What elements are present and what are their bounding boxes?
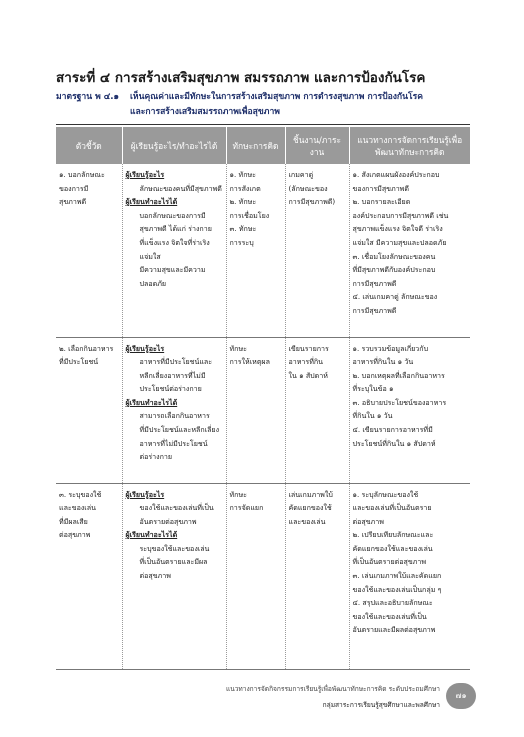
table-row: [56, 483, 470, 669]
curriculum-table: [56, 127, 470, 670]
learning-cell: ผู้เรียนรู้อะไร ลักษณะของคนที่มีสุขภาพดี ผู้เรียนทำอะไรได้ บอกลักษณะของการมี สุขภาพดี ได้แก่ ร่างกาย ที่แข็งแรง จิตใจที่ร่าเริง แจ่มใส มีความสุขและมีความปลอดภัย: [122, 164, 226, 337]
work-cell: เขียนรายการ อาหารที่กิน ใน ๑ สัปดาห์: [285, 337, 349, 483]
page-number-badge: ๗๑: [446, 683, 476, 709]
heading-divider: [56, 124, 470, 125]
approach-cell: ๑. ระบุลักษณะของใช้ และของเล่นที่เป็นอันตราย ต่อสุขภาพ ๒. เปรียบเทียบลักษณะและ คัดแยกของใช้และของเล่น ที่เป็นอันตรายต่อสุขภาพ ๓. เล่นเกมภาพใบ้และคัดแยก ของใช้และของเล่นเป็นกลุ่ม ๆ ๔. สรุปและอธิบายลักษณะ ของใช้และของเล่นที่เป็น อันตรายและมีผลต่อสุขภาพ: [349, 483, 470, 669]
header-work: ชิ้นงาน/ภาระงาน: [285, 127, 349, 164]
indicator-cell: ๒. เลือกกินอาหาร ที่มีประโยชน์: [56, 337, 122, 483]
standard-statement: [56, 90, 476, 120]
footer-book-title: แนวทางการจัดกิจกรรมการเรียนรู้เพื่อพัฒนาทักษะการคิด ระดับประถมศึกษา: [225, 685, 440, 693]
header-approach: แนวทางการจัดการเรียนรู้เพื่อพัฒนาทักษะการคิด: [349, 127, 470, 164]
learning-cell: ผู้เรียนรู้อะไร อาหารที่มีประโยชน์และ หลีกเลี่ยงอาหารที่ไม่มี ประโยชน์ต่อร่างกาย ผู้เรียนทำอะไรได้ สามารถเลือกกินอาหาร ที่มีประโยชน์และหลีกเลี่ยง อาหารที่ไม่มีประโยชน์ ต่อร่างกาย: [122, 337, 226, 483]
work-cell: เกมคาดู่ (ลักษณะของ การมีสุขภาพดี): [285, 164, 349, 337]
skill-cell: ทักษะ การให้เหตุผล: [226, 337, 285, 483]
skill-cell: ๑. ทักษะ การสังเกต ๒. ทักษะ การเชื่อมโยง ๓. ทักษะ การระบุ: [226, 164, 285, 337]
footer-subject-group: กลุ่มสาระการเรียนรู้สุขศึกษาและพลศึกษา: [322, 701, 440, 709]
learning-cell: ผู้เรียนรู้อะไร ของใช้และของเล่นที่เป็น อันตรายต่อสุขภาพ ผู้เรียนทำอะไรได้ ระบุของใช้และของเล่น ที่เป็นอันตรายและมีผล ต่อสุขภาพ: [122, 483, 226, 669]
indicator-cell: ๑. บอกลักษณะ ของการมี สุขภาพดี: [56, 164, 122, 337]
section-heading: สาระที่ ๔ การสร้างเสริมสุขภาพ สมรรถภาพ และการป้องกันโรค: [56, 70, 426, 86]
approach-cell: ๑. สังเกตแผนผังองค์ประกอบ ของการมีสุขภาพดี ๒. บอกรายละเอียด องค์ประกอบการมีสุขภาพดี เช่น สุขภาพแข็งแรง จิตใจดี ร่าเริง แจ่มใส มีความสุขและปลอดภัย ๓. เชื่อมโยงลักษณะของคน ที่มีสุขภาพดีกับองค์ประกอบ การมีสุขภาพดี ๔. เล่นเกมคาดู่ ลักษณะของ การมีสุขภาพดี: [349, 164, 470, 337]
work-cell: เล่นเกมภาพใบ้ คัดแยกของใช้ และของเล่น: [285, 483, 349, 669]
table-header-row: [56, 127, 470, 164]
header-indicator: ตัวชี้วัด: [56, 127, 122, 164]
header-thinking-skill: ทักษะการคิด: [226, 127, 285, 164]
skill-cell: ทักษะ การจัดแยก: [226, 483, 285, 669]
table-row: [56, 164, 470, 337]
standard-line2: และการสร้างเสริมสมรรถภาพเพื่อสุขภาพ: [130, 107, 280, 117]
indicator-cell: ๓. ระบุของใช้ และของเล่น ที่มีผลเสีย ต่อสุขภาพ: [56, 483, 122, 669]
table-row: [56, 337, 470, 483]
approach-cell: ๑. รวบรวมข้อมูลเกี่ยวกับ อาหารที่กินใน ๑ วัน ๒. บอกเหตุผลที่เลือกกินอาหาร ที่ระบุในข้อ ๑ ๓. อธิบายประโยชน์ของอาหาร ที่กินใน ๑ วัน ๔. เขียนรายการอาหารที่มี ประโยชน์ที่กินใน ๑ สัปดาห์: [349, 337, 470, 483]
standard-label: มาตรฐาน พ ๔.๑: [56, 92, 120, 102]
header-learning: ผู้เรียนรู้อะไร/ทำอะไรได้: [122, 127, 226, 164]
standard-line1: เห็นคุณค่าและมีทักษะในการสร้างเสริมสุขภาพ การดำรงสุขภาพ การป้องกันโรค: [130, 92, 423, 102]
